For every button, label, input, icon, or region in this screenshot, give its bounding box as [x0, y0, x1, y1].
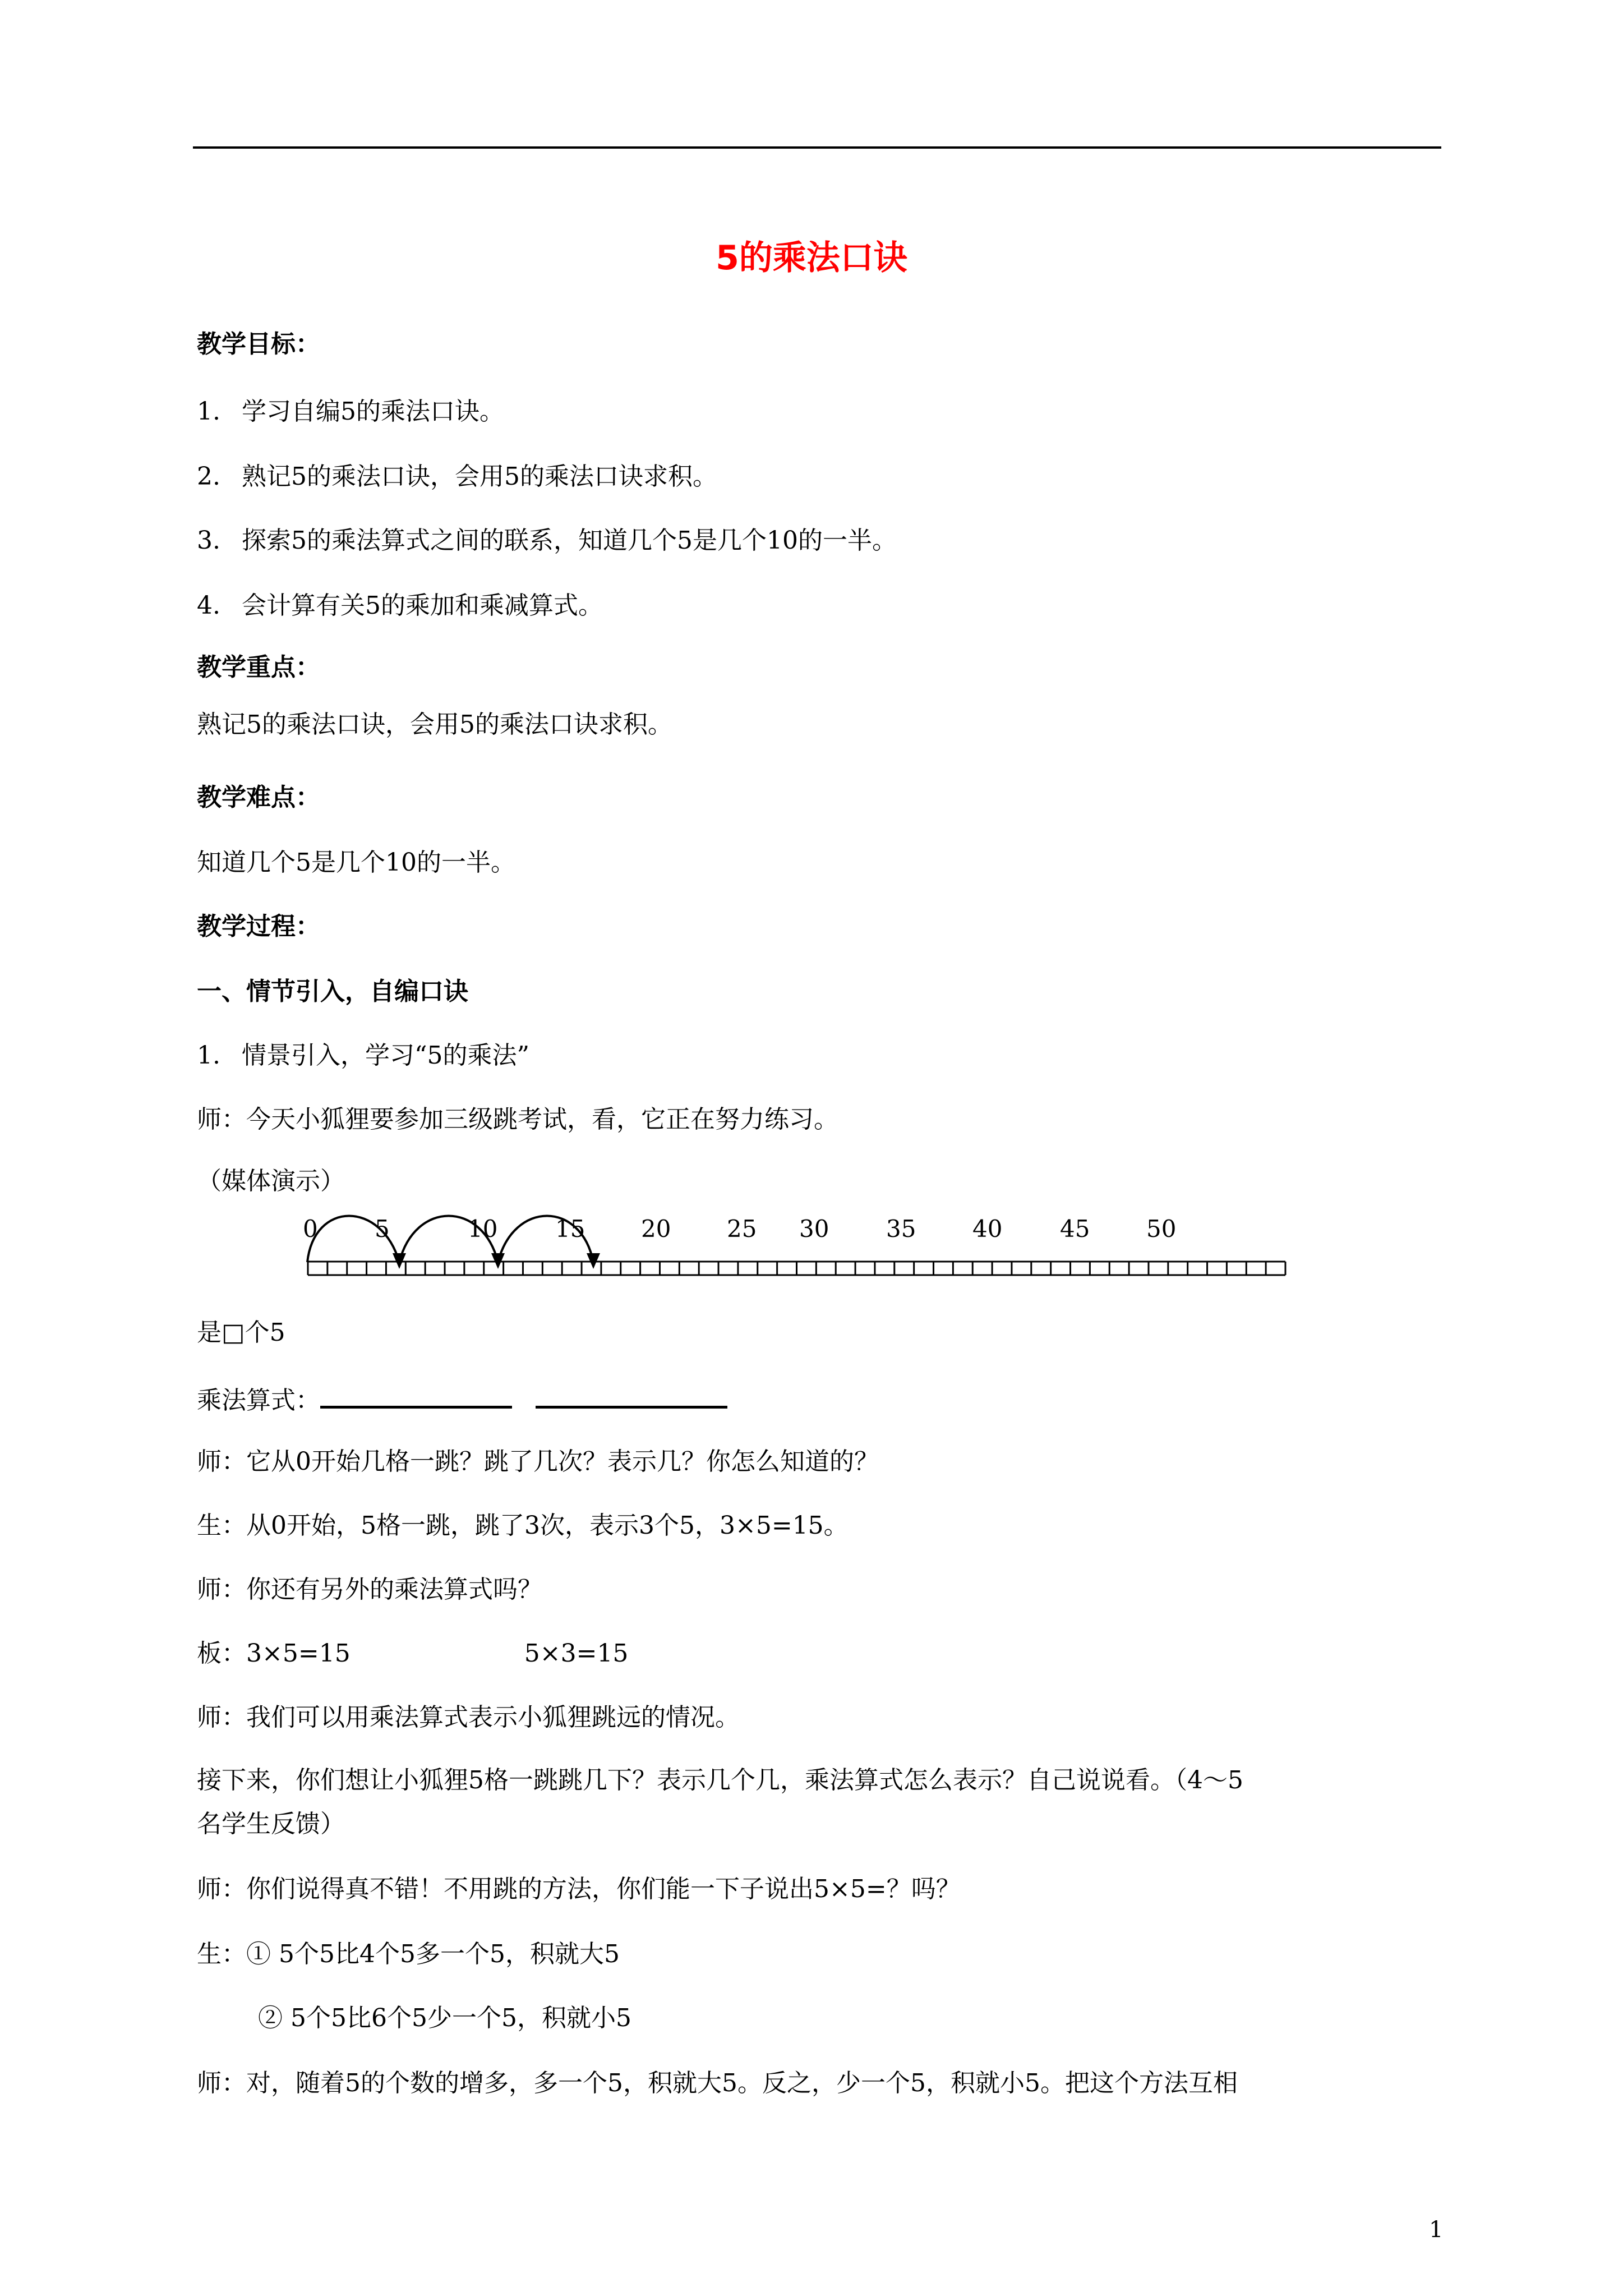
difficult-text: 知道几个5是几个10的一半。 — [197, 848, 515, 877]
goals-heading: 教学目标： — [197, 330, 320, 358]
answer-blank-1[interactable] — [320, 1381, 512, 1409]
document-title: 5的乘法口诀 — [716, 238, 907, 278]
number-line-label: 30 — [799, 1215, 829, 1243]
step-number: 1. — [197, 1041, 220, 1070]
teacher-line: 师：我们可以用乘法算式表示小狐狸跳远的情况。 — [197, 1703, 740, 1732]
paragraph-line: 接下来，你们想让小狐狸5格一跳跳几下？表示几个几，乘法算式怎么表示？自己说说看。（4～5 — [197, 1766, 1243, 1795]
number-line-label: 10 — [468, 1215, 498, 1243]
process-heading: 教学过程： — [197, 912, 320, 941]
teacher-line: 师：它从0开始几格一跳？跳了几次？表示几？你怎么知道的？ — [197, 1447, 879, 1476]
student-line: ② 5个5比6个5少一个5，积就小5 — [258, 2004, 631, 2032]
number-line-label: 45 — [1060, 1215, 1090, 1243]
part1-heading: 一、情节引入，自编口诀 — [197, 977, 468, 1006]
number-line-label: 40 — [972, 1215, 1003, 1243]
goal-number: 3. — [197, 526, 220, 555]
student-line: 生：① 5个5比4个5多一个5，积就大5 — [197, 1940, 620, 1968]
goal-number: 2. — [197, 462, 220, 491]
number-line-label: 15 — [555, 1215, 585, 1243]
teacher-line: 师：对，随着5的个数的增多，多一个5，积就大5。反之，少一个5，积就小5。把这个方法互相 — [197, 2069, 1238, 2097]
board-second: 5×3=15 — [524, 1639, 629, 1668]
number-line-track — [308, 1262, 1285, 1275]
step-text: 情景引入，学习“5的乘法” — [242, 1041, 529, 1070]
teacher-line: 师：你们说得真不错！不用跳的方法，你们能一下子说出5×5=？吗？ — [197, 1875, 961, 1903]
answer-blank-2[interactable] — [536, 1381, 727, 1409]
number-line-label: 25 — [727, 1215, 757, 1243]
difficult-heading: 教学难点： — [197, 783, 320, 812]
number-line-label: 0 — [303, 1215, 318, 1243]
board-line — [197, 1637, 628, 1671]
multiplication-prompt — [197, 1381, 751, 1418]
key-heading: 教学重点： — [197, 653, 320, 682]
board-first: 板：3×5=15 — [197, 1639, 351, 1668]
number-line-label: 20 — [641, 1215, 671, 1243]
number-line-label: 35 — [886, 1215, 916, 1243]
paragraph-line: 名学生反馈） — [197, 1810, 345, 1838]
teacher-line: 师：你还有另外的乘法算式吗？ — [197, 1575, 542, 1604]
key-text: 熟记5的乘法口诀，会用5的乘法口诀求积。 — [197, 710, 672, 739]
mult-label: 乘法算式： — [197, 1386, 320, 1415]
media-note: （媒体演示） — [197, 1167, 345, 1195]
goal-number: 1. — [197, 397, 220, 426]
track-cells — [308, 1262, 1285, 1275]
goal-number: 4. — [197, 591, 220, 620]
page-number: 1 — [1429, 2217, 1444, 2243]
number-line-label: 5 — [375, 1215, 390, 1243]
goal-text: 探索5的乘法算式之间的联系，知道几个5是几个10的一半。 — [242, 526, 897, 555]
goal-text: 熟记5的乘法口诀，会用5的乘法口诀求积。 — [242, 462, 717, 491]
number-line-label: 50 — [1146, 1215, 1177, 1243]
count-question: 是□个5 — [197, 1318, 285, 1347]
goal-text: 学习自编5的乘法口诀。 — [242, 397, 504, 426]
teacher-line: 师：今天小狐狸要参加三级跳考试，看，它正在努力练习。 — [197, 1105, 838, 1134]
student-line: 生：从0开始，5格一跳，跳了3次，表示3个5，3×5=15。 — [197, 1511, 849, 1540]
goal-text: 会计算有关5的乘加和乘减算式。 — [242, 591, 603, 620]
